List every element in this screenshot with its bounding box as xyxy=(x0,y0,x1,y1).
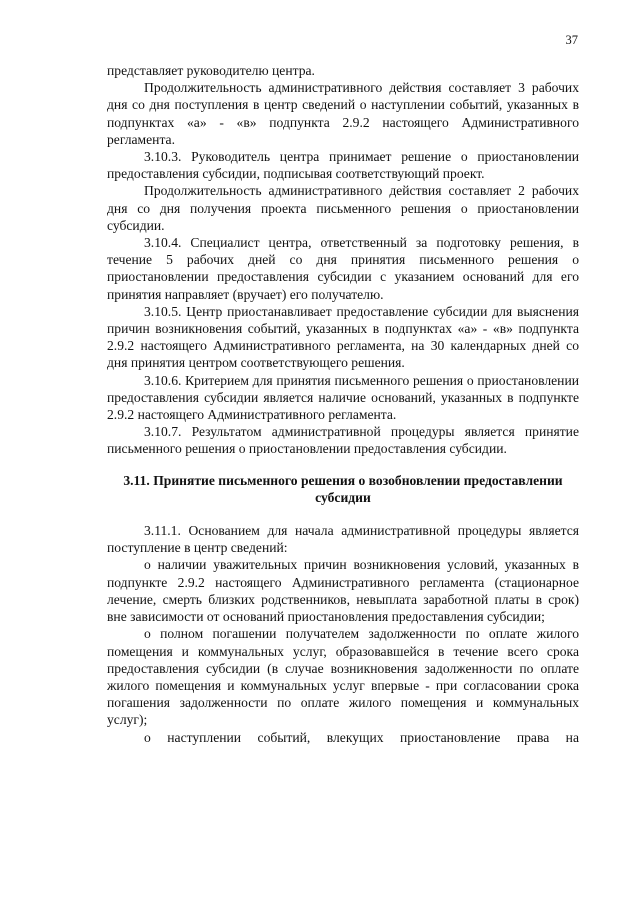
paragraph: Продолжительность административного действия составляет 2 рабочих дня со дня получения проекта письменного решения о приостановлении субсидии. xyxy=(107,183,579,233)
paragraph: о наличии уважительных причин возникновения условий, указанных в подпункте 2.9.2 настоящего Административного регламента (стационарное лечение, смерть близких родственников, невыплата заработной платы в срок) вне зависимости от оснований приостановления предоставления субсидии; xyxy=(107,557,579,625)
paragraphs-before-heading xyxy=(107,62,579,458)
paragraph: 3.11.1. Основанием для начала административной процедуры является поступление в центр сведений: xyxy=(107,523,579,556)
document-body xyxy=(107,62,579,746)
paragraph: 3.10.6. Критерием для принятия письменного решения о приостановлении предоставления субсидии является наличие оснований, указанных в подпункте 2.9.2 настоящего Административного регламента. xyxy=(107,372,579,423)
paragraph: о наступлении событий, влекущих приостановление права на xyxy=(144,729,579,745)
paragraph: 3.10.3. Руководитель центра принимает решение о приостановлении предоставления субсидии, подписывая соответствующий проект. xyxy=(107,149,579,182)
paragraphs-after-heading xyxy=(107,522,579,746)
paragraph: о полном погашении получателем задолженности по оплате жилого помещения и коммунальных услуг, образовавшейся в течение всего срока предоставления субсидии (в случае возникновения задолженности по оплате жилого помещения и коммунальных услуг впервые - при согласовании срока погашения задолженности по оплате жилого помещения и коммунальных услуг); xyxy=(107,626,579,728)
paragraph: 3.10.5. Центр приостанавливает предоставление субсидии для выяснения причин возникновения событий, указанных в подпунктах «а» - «в» подпункта 2.9.2 настоящего Административного регламента, на 30 календарных дней со дня принятия центром соответствующего решения. xyxy=(107,303,579,371)
paragraph: Продолжительность административного действия составляет 3 рабочих дня со дня поступления в центр сведений о наступлении событий, указанных в подпунктах «а» - «в» подпункта 2.9.2 настоящего Административного регламента. xyxy=(107,80,579,147)
section-heading: 3.11. Принятие письменного решения о возобновлении предоставлении субсидии xyxy=(123,472,563,505)
page-number: 37 xyxy=(565,33,578,47)
paragraph: 3.10.4. Специалист центра, ответственный за подготовку решения, в течение 5 рабочих дней со дня принятия письменного решения о приостановлении предоставления субсидии с указанием оснований для его принятия направляет (вручает) его получателю. xyxy=(107,235,579,302)
paragraph: 3.10.7. Результатом административной процедуры является принятие письменного решения о приостановлении предоставления субсидии. xyxy=(107,424,579,457)
paragraph: представляет руководителю центра. xyxy=(107,63,315,78)
